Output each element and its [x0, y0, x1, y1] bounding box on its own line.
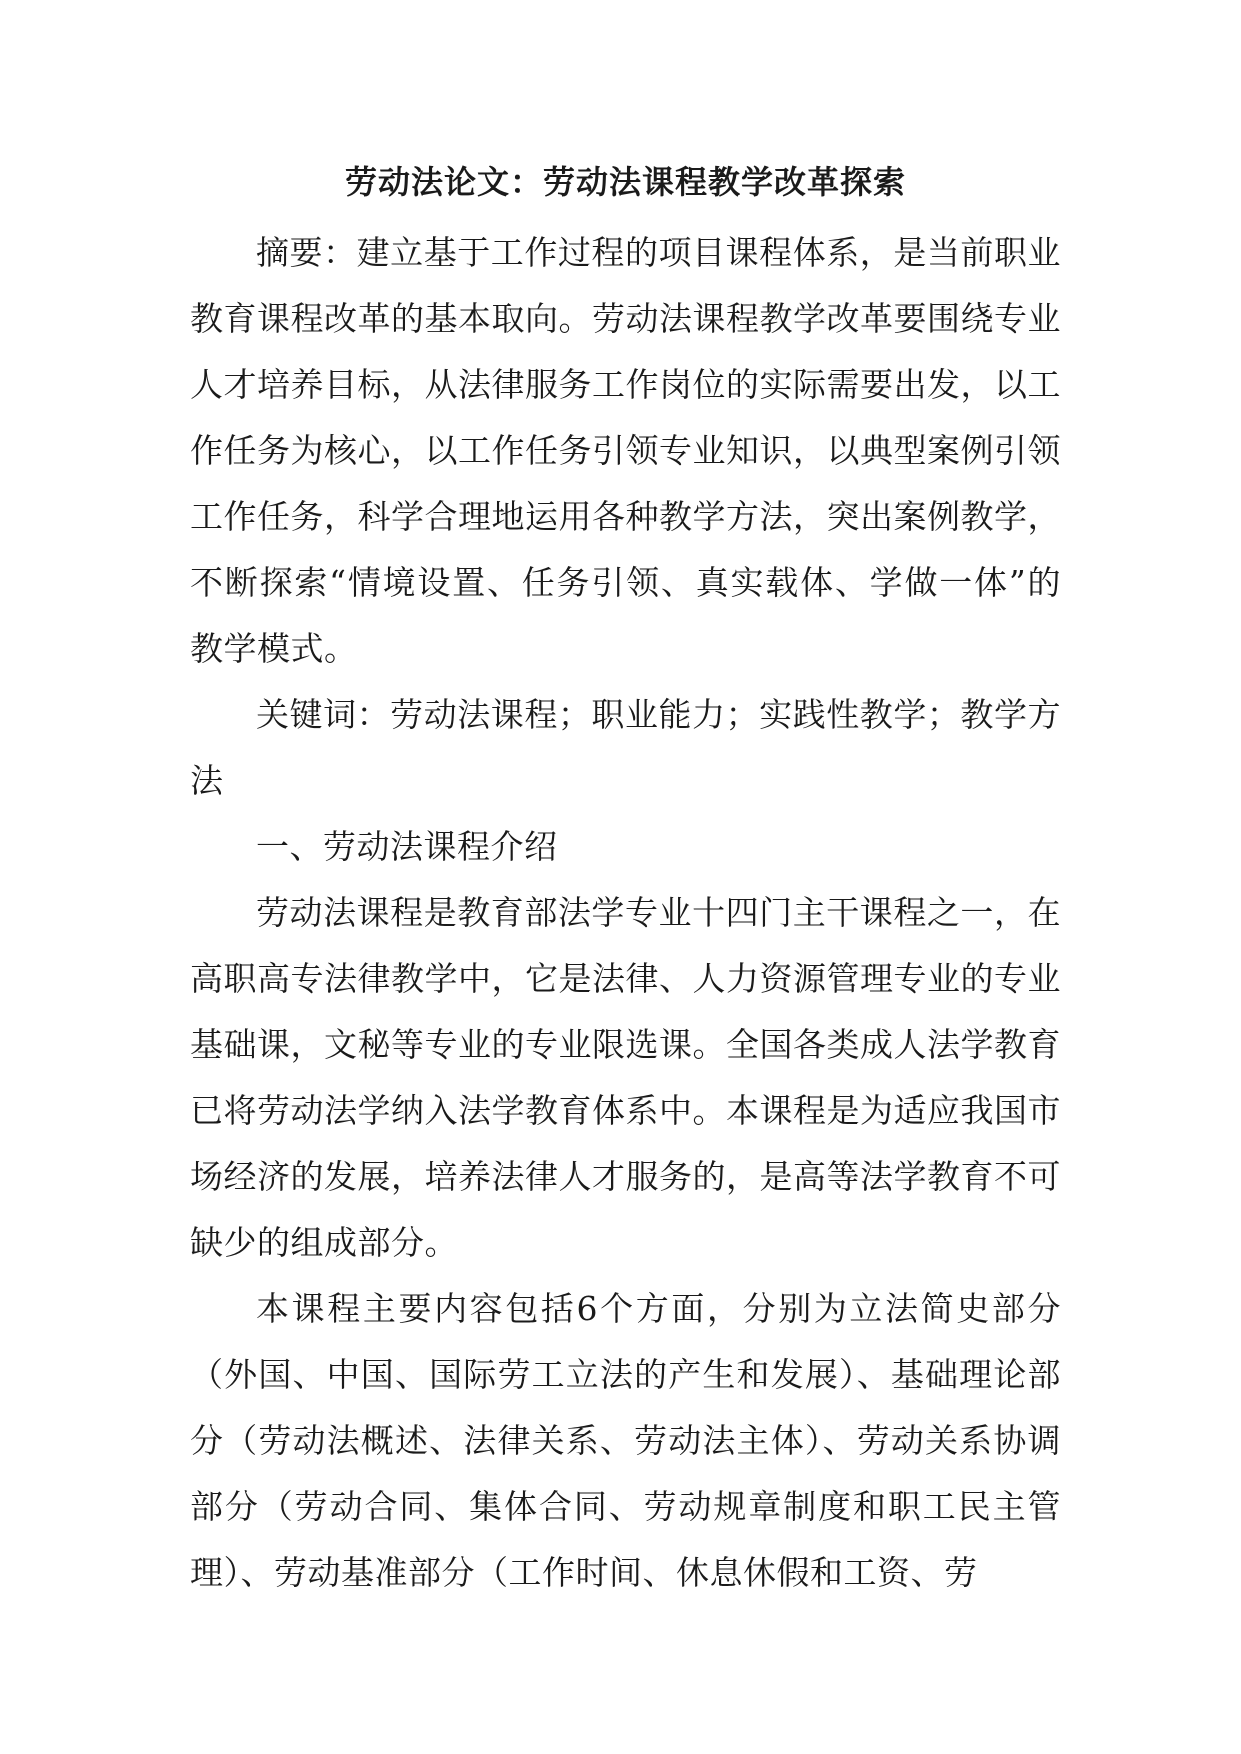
- document-body: [190, 220, 1061, 1606]
- body-paragraph: 劳动法课程是教育部法学专业十四门主干课程之一，在高职高专法律教学中，它是法律、人力资源管理专业的专业基础课，文秘等专业的专业限选课。全国各类成人法学教育已将劳动法学纳入法学教育体系中。本课程是为适应我国市场经济的发展，培养法律人才服务的，是高等法学教育不可缺少的组成部分。: [190, 893, 1061, 1262]
- body-paragraph: 本课程主要内容包括6个方面，分别为立法简史部分（外国、中国、国际劳工立法的产生和发展）、基础理论部分（劳动法概述、法律关系、劳动法主体）、劳动关系协调部分（劳动合同、集体合同、劳动规章制度和职工民主管理）、劳动基准部分（工作时间、休息休假和工资、劳: [190, 1289, 1061, 1592]
- keywords-paragraph: 关键词：劳动法课程；职业能力；实践性教学；教学方法: [190, 695, 1061, 800]
- document-title: 劳动法论文：劳动法课程教学改革探索: [344, 163, 906, 201]
- abstract-paragraph: 摘要：建立基于工作过程的项目课程体系，是当前职业教育课程改革的基本取向。劳动法课程教学改革要围绕专业人才培养目标，从法律服务工作岗位的实际需要出发，以工作任务为核心，以工作任务引领专业知识，以典型案例引领工作任务，科学合理地运用各种教学方法，突出案例教学，不断探索“情境设置、任务引领、真实载体、学做一体”的教学模式。: [190, 233, 1061, 668]
- section-heading: 一、劳动法课程介绍: [256, 827, 558, 866]
